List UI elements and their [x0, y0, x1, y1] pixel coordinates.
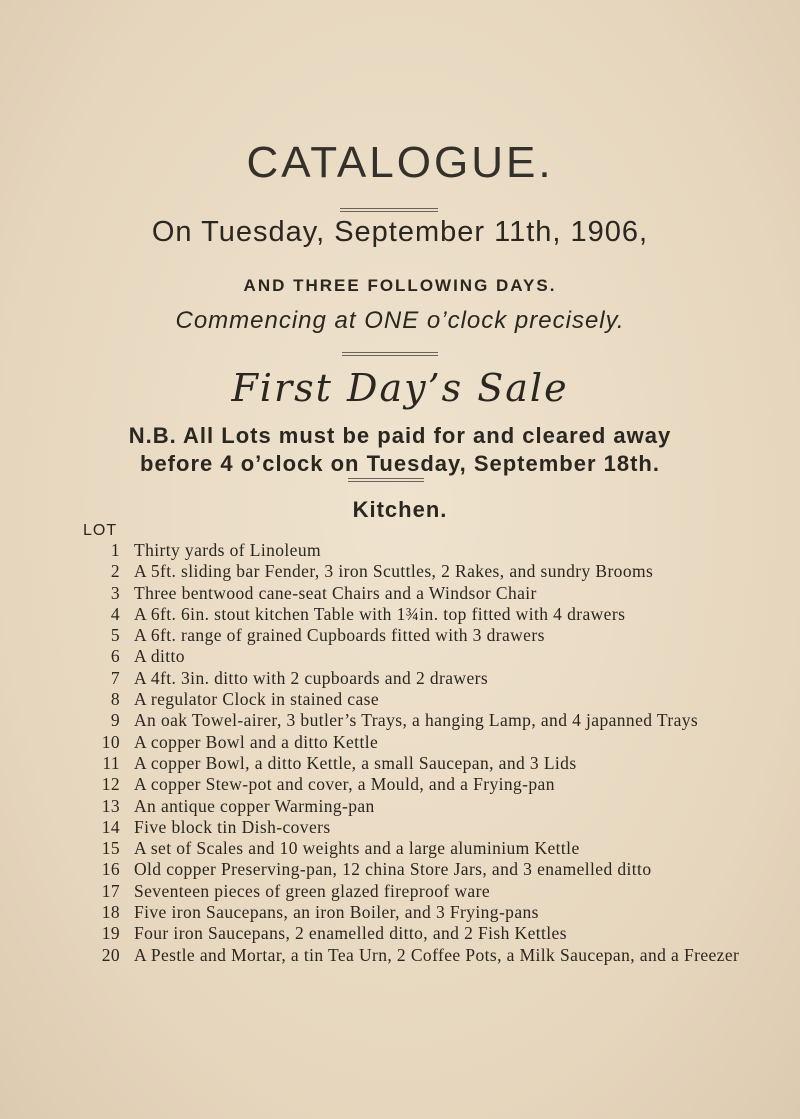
lot-description: Old copper Preserving-pan, 12 china Store Jars, and 3 enamelled ditto: [134, 859, 652, 880]
notice-divider: [348, 478, 424, 482]
lot-number: 18: [101, 902, 120, 923]
section-heading: Kitchen.: [352, 497, 448, 522]
lot-number: 6: [110, 646, 120, 667]
lot-item: [80, 923, 780, 944]
lot-item: [80, 774, 780, 795]
lot-number: 1: [110, 540, 120, 560]
lot-item: [80, 732, 780, 753]
lot-description: A 6ft. range of grained Cupboards fitted with 3 drawers: [134, 625, 545, 646]
lot-number: 4: [110, 603, 120, 624]
payment-notice: [0, 422, 800, 478]
lot-number: 16: [101, 859, 120, 880]
lot-number: 8: [110, 689, 120, 710]
lot-description: A 6ft. 6in. stout kitchen Table with 1¾in. top fitted with 4 drawers: [134, 603, 626, 624]
lot-item: [80, 902, 780, 923]
payment-notice-line-2: before 4 o’clock on Tuesday, September 18th.: [140, 451, 660, 476]
lot-item: [80, 753, 780, 774]
lot-number: 13: [101, 795, 120, 816]
lot-item: [80, 604, 780, 625]
lot-number: 12: [101, 774, 120, 795]
lot-item: [80, 796, 780, 817]
lot-item: [80, 710, 780, 731]
lot-description: A copper Stew-pot and cover, a Mould, and a Frying-pan: [134, 774, 555, 795]
lot-description: Thirty yards of Linoleum: [134, 540, 321, 560]
lot-number: 2: [110, 561, 120, 582]
lot-description: A ditto: [134, 646, 185, 667]
day-title: First Day’s Sale: [231, 366, 569, 410]
sale-date: On Tuesday, September 11th, 1906,: [151, 216, 649, 248]
lot-number: 9: [110, 710, 120, 731]
lot-number: 19: [101, 923, 120, 944]
lot-description: A Pestle and Mortar, a tin Tea Urn, 2 Coffee Pots, a Milk Saucepan, and a Freezer: [134, 944, 740, 965]
lot-description: A 5ft. sliding bar Fender, 3 iron Scuttles, 2 Rakes, and sundry Brooms: [134, 561, 654, 582]
lot-number: 7: [110, 667, 120, 688]
sale-duration: AND THREE FOLLOWING DAYS.: [243, 276, 557, 295]
payment-notice-line-1: N.B. All Lots must be paid for and cleared away: [128, 423, 672, 448]
lot-number: 17: [101, 880, 120, 901]
lot-item: [80, 945, 780, 966]
title-divider: [340, 208, 438, 212]
lot-description: Seventeen pieces of green glazed fireproof ware: [134, 880, 490, 901]
lot-item: [80, 625, 780, 646]
date-divider: [342, 352, 438, 356]
catalogue-title: CATALOGUE.: [246, 138, 554, 187]
lot-number: 5: [110, 625, 120, 646]
lot-number: 3: [110, 582, 120, 603]
lot-number: 15: [101, 838, 120, 859]
lot-item: [80, 689, 780, 710]
lot-item: [80, 646, 780, 667]
lot-description: A 4ft. 3in. ditto with 2 cupboards and 2 drawers: [134, 667, 489, 688]
lot-description: A regulator Clock in stained case: [134, 689, 380, 710]
lot-description: A copper Bowl, a ditto Kettle, a small Saucepan, and 3 Lids: [134, 752, 577, 773]
lot-description: A copper Bowl and a ditto Kettle: [134, 731, 379, 752]
lot-description: A set of Scales and 10 weights and a large aluminium Kettle: [134, 838, 580, 859]
lot-item: [80, 817, 780, 838]
lot-number: 10: [101, 731, 120, 752]
lot-item: [80, 668, 780, 689]
lot-description: Five iron Saucepans, an iron Boiler, and 3 Frying-pans: [134, 902, 539, 923]
lot-number: 11: [102, 752, 120, 773]
lot-item: [80, 838, 780, 859]
lot-number: 14: [101, 816, 120, 837]
lot-number: 20: [101, 944, 120, 965]
lot-list: [80, 540, 780, 966]
lot-description: Four iron Saucepans, 2 enamelled ditto, and 2 Fish Kettles: [134, 923, 567, 944]
lot-item: [80, 583, 780, 604]
lot-item: [80, 859, 780, 880]
lot-item: [80, 561, 780, 582]
lot-description: Three bentwood cane-seat Chairs and a Windsor Chair: [134, 582, 537, 603]
start-time: Commencing at ONE o’clock precisely.: [175, 307, 625, 334]
lot-description: An oak Towel-airer, 3 butler’s Trays, a hanging Lamp, and 4 japanned Trays: [134, 710, 699, 731]
lot-description: Five block tin Dish-covers: [134, 816, 331, 837]
lot-item: [80, 881, 780, 902]
lot-column-header: LOT: [83, 522, 118, 539]
lot-item: [80, 540, 780, 561]
lot-description: An antique copper Warming-pan: [134, 795, 375, 816]
